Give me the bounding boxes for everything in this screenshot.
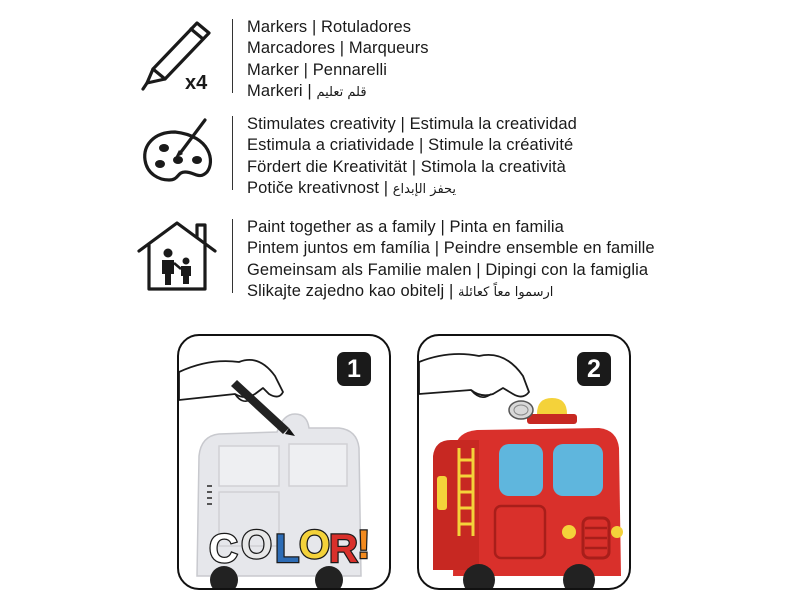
palette-icon [135, 114, 220, 194]
svg-text:C: C [209, 527, 238, 571]
svg-text:O: O [241, 523, 273, 567]
creativity-text [247, 114, 577, 200]
svg-text:R: R [329, 527, 358, 571]
divider [232, 219, 233, 293]
marker-count-badge: x4 [185, 72, 208, 94]
text-line: Pintem juntos em família | Peindre ensemble en famille [247, 239, 655, 258]
markers-text [247, 17, 429, 103]
text-line: Estimula a criatividade | Stimule la créativité [247, 136, 574, 155]
svg-text:!: ! [357, 523, 371, 567]
marker-icon [135, 17, 220, 97]
text-line: Fördert die Kreativität | Stimola la creatività [247, 157, 566, 176]
family-text [247, 217, 655, 303]
text-line: Markeri | قلم تعليم [247, 82, 367, 101]
divider [232, 116, 233, 190]
text-line: Potiče kreativnost | يحفز الإبداع [247, 179, 457, 198]
text-line: Stimulates creativity | Estimula la creatividad [247, 115, 577, 133]
color-lettering [209, 523, 370, 571]
step-2-panel [417, 334, 631, 590]
svg-text:O: O [299, 523, 331, 567]
text-line: Marcadores | Marqueurs [247, 39, 429, 58]
step-number-badge: 1 [337, 352, 371, 386]
text-line: Slikajte zajedno kao obitelj | ارسموا معاً كعائلة [247, 282, 554, 301]
text-line: Markers | Rotuladores [247, 18, 412, 36]
step-number-badge: 2 [577, 352, 611, 386]
text-line: Marker | Pennarelli [247, 60, 388, 79]
svg-text:L: L [275, 527, 300, 571]
divider [232, 19, 233, 93]
step-1-panel [177, 334, 391, 590]
text-line: Gemeinsam als Familie malen | Dipingi con la famiglia [247, 260, 649, 279]
family-house-icon [135, 217, 220, 297]
text-line: Paint together as a family | Pinta en familia [247, 218, 564, 236]
